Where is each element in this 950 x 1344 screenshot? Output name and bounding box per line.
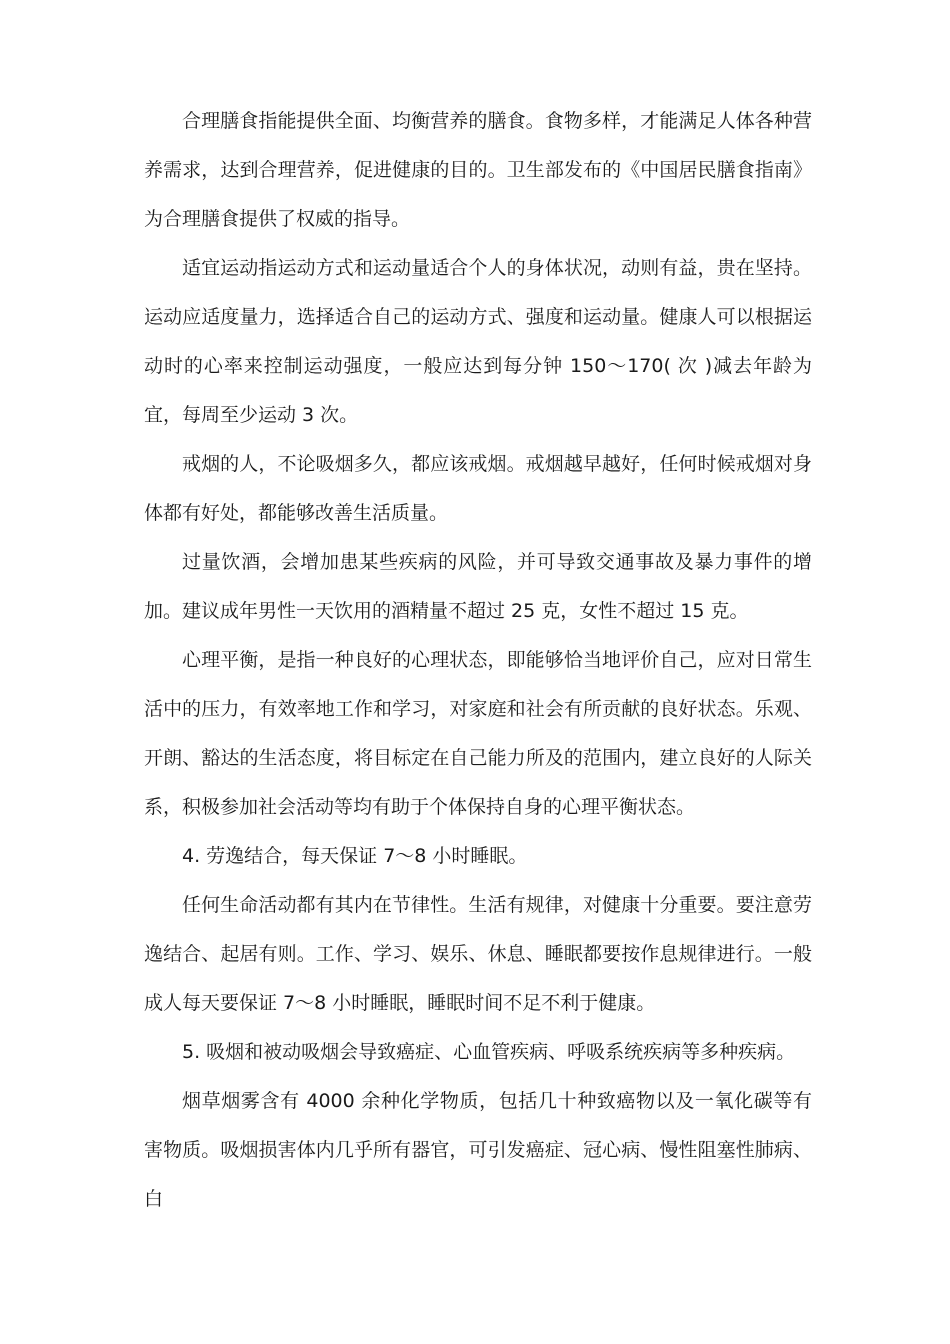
paragraph-diet: 合理膳食指能提供全面、均衡营养的膳食。食物多样，才能满足人体各种营养需求，达到合理营养，促进健康的目的。卫生部发布的《中国居民膳食指南》为合理膳食提供了权威的指导。 <box>144 110 812 230</box>
paragraph-quit-smoking: 戒烟的人，不论吸烟多久，都应该戒烟。戒烟越早越好，任何时候戒烟对身体都有好处，都能够改善生活质量。 <box>144 453 812 524</box>
paragraph-tobacco-smoke: 烟草烟雾含有 4000 余种化学物质，包括几十种致癌物以及一氧化碳等有害物质。吸烟损害体内几乎所有器官，可引发癌症、冠心病、慢性阻塞性肺病、白 <box>144 1090 812 1210</box>
document-page <box>144 97 812 1224</box>
paragraph-alcohol: 过量饮酒，会增加患某些疾病的风险，并可导致交通事故及暴力事件的增加。建议成年男性一天饮用的酒精量不超过 25 克，女性不超过 15 克。 <box>144 551 812 622</box>
heading-smoking-diseases: 5. 吸烟和被动吸烟会导致癌症、心血管疾病、呼吸系统疾病等多种疾病。 <box>182 1041 796 1063</box>
paragraph-mental-balance: 心理平衡，是指一种良好的心理状态，即能够恰当地评价自己，应对日常生活中的压力，有效率地工作和学习，对家庭和社会有所贡献的良好状态。乐观、开朗、豁达的生活态度，将目标定在自己能力所及的范围内，建立良好的人际关系，积极参加社会活动等均有助于个体保持自身的心理平衡状态。 <box>144 649 812 818</box>
heading-rest-sleep: 4. 劳逸结合，每天保证 7～8 小时睡眠。 <box>182 845 528 867</box>
paragraph-exercise: 适宜运动指运动方式和运动量适合个人的身体状况，动则有益，贵在坚持。运动应适度量力，选择适合自己的运动方式、强度和运动量。健康人可以根据运动时的心率来控制运动强度，一般应达到每分钟 150～170( 次 )减去年龄为宜，每周至少运动 3 次。 <box>144 257 812 426</box>
paragraph-rhythm: 任何生命活动都有其内在节律性。生活有规律，对健康十分重要。要注意劳逸结合、起居有则。工作、学习、娱乐、休息、睡眠都要按作息规律进行。一般成人每天要保证 7～8 小时睡眠，睡眠时间不足不利于健康。 <box>144 894 812 1014</box>
